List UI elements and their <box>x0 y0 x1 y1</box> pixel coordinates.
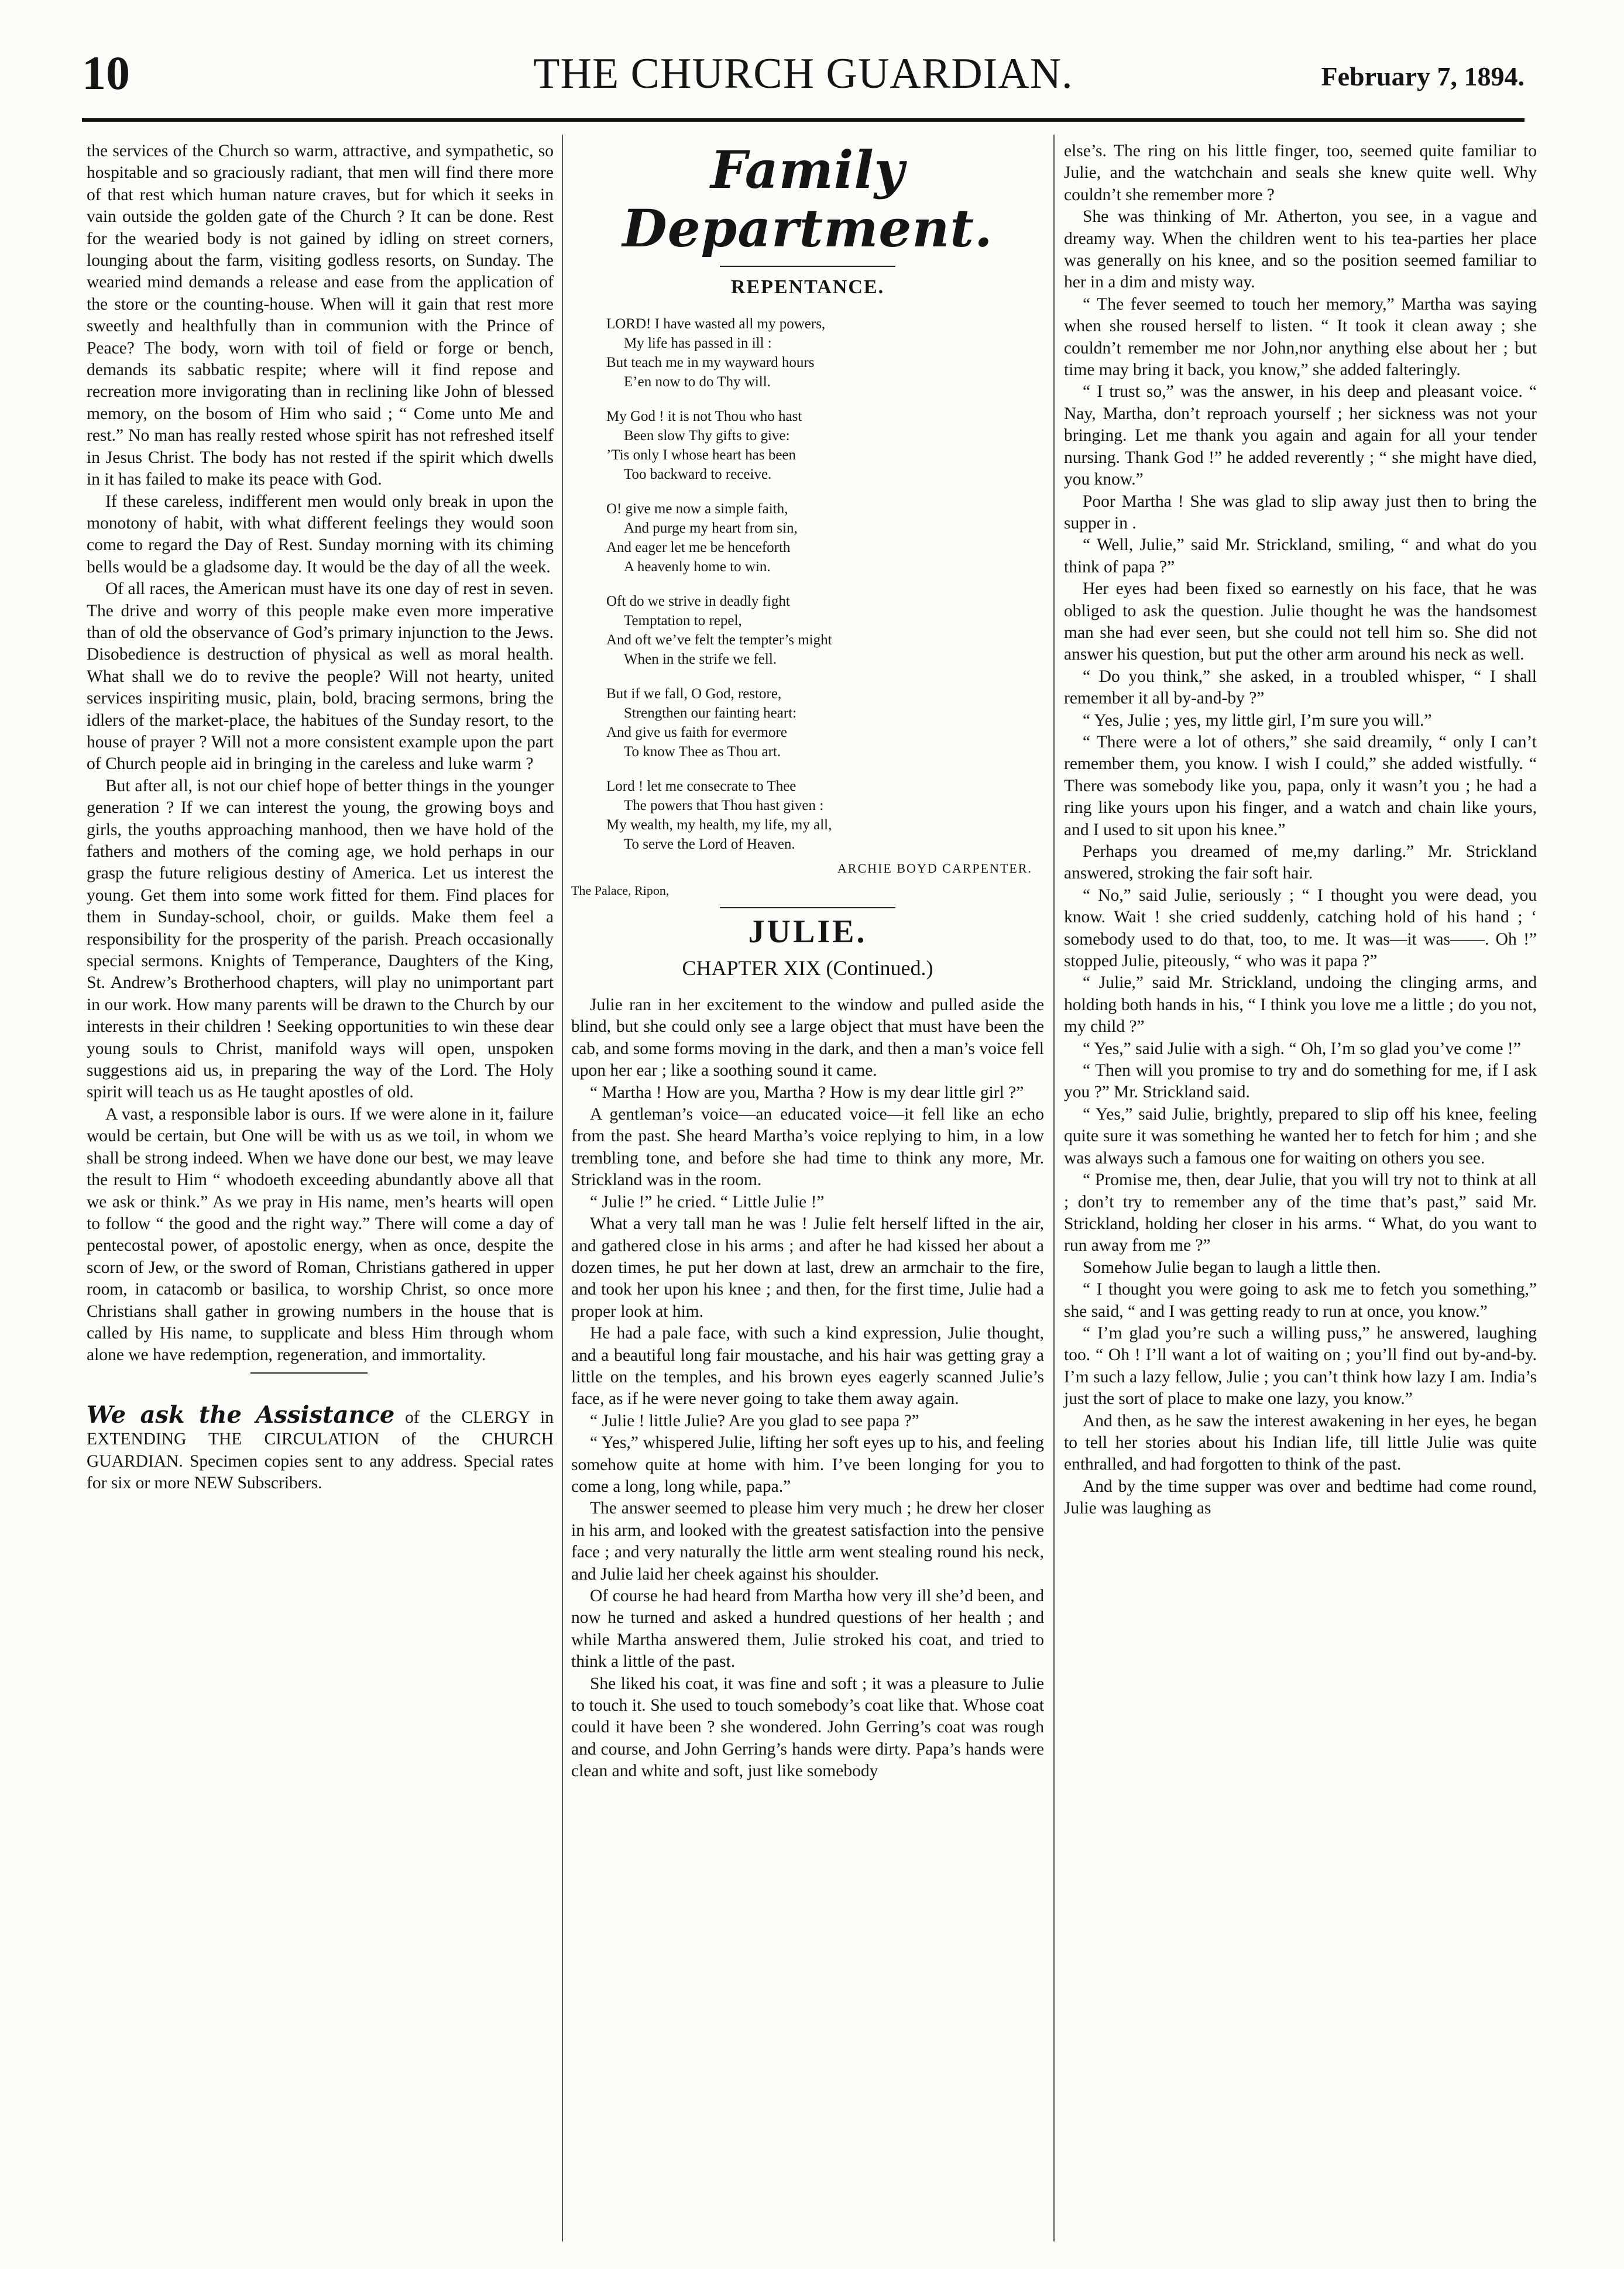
article-paragraph: the services of the Church so warm, attractive, and sympathetic, so hospitable and so graciously radiant, that men will find there more of that rest which human nature craves, but for which it seeks in vain outside the golden gate of the Church ? It can be done. Rest for the wearied body is not gained by idling on street corners, lounging about the farm, visiting godless resorts, on Sunday. The wearied mind demands a release and ease from the application of the store or the counting-house. When will it gain that rest more sweetly and healthfully than in communion with the Prince of Peace? The body, worn with toil of field or forge or bench, demands its sabbatic respite; where will it find repose and recreation more invigorating than in reclining like John of blessed memory, on the bosom of Him who said ; “ Come unto Me and rest.” No man has really rested whose spirit has not refreshed itself in Jesus Christ. The body has not rested if the spirit which dwells in it has failed to make its peace with God. <box>87 142 554 489</box>
poem-line: A heavenly home to win. <box>624 559 771 575</box>
poem-stanza <box>606 777 1044 854</box>
header-rule <box>82 118 1525 122</box>
story-paragraph: A gentleman’s voice—an educated voice—it fell like an echo from the past. She heard Martha’s voice replying to him, in a low trembling tone, and before she had time to think any more, Mr. Strickland was in the room. <box>571 1105 1044 1190</box>
story-paragraph: And by the time supper was over and bedtime had come round, Julie was laughing as <box>1064 1477 1537 1518</box>
poem-line: Been slow Thy gifts to give: <box>624 428 790 444</box>
story-paragraph: “ I’m glad you’re such a willing puss,” he answered, laughing too. “ Oh ! I’ll want a lot of waiting on ; you’ll find out by-and-by. I’m such a lazy fellow, Julie ; you can’t think how lazy I am. India’s just the sort of place to make one lazy, you know.” <box>1064 1323 1537 1409</box>
poem-stanza <box>606 407 1044 484</box>
article-paragraph: Of all races, the American must have its one day of rest in seven. The drive and worry of this people make even more imperative than of old the observance of God’s primary injunction to the Jews. Disobedience is destruction of physical as well as moral health. What shall we do to revive the people? Will not hearty, united services inspiriting music, plain, bold, bracing sermons, bring the idlers of the market-place, the habitues of the Sunday resort, to the house of prayer ? Will not a more consistent example upon the part of Church people aid in bringing in the careless and luke warm ? <box>87 579 554 774</box>
poem-line: Lord ! let me consecrate to Thee <box>606 778 796 795</box>
story-paragraph: “ Yes,” said Julie with a sigh. “ Oh, I’m so glad you’ve come !” <box>1083 1039 1521 1058</box>
poem-line: LORD! I have wasted all my powers, <box>606 316 826 332</box>
poem-line: To know Thee as Thou art. <box>624 744 781 760</box>
story-paragraph: “ I thought you were going to ask me to fetch you something,” she said, “ and I was getting ready to run at once, you know.” <box>1064 1280 1537 1321</box>
story-paragraph: “ Yes,” whispered Julie, lifting her soft eyes up to his, and feeling somehow quite at home with him. I’ve been longing for you to come a long, long while, papa.” <box>571 1433 1044 1496</box>
poem-line: Oft do we strive in deadly fight <box>606 593 790 610</box>
poem-stanza <box>606 499 1044 576</box>
story-paragraph: “ Martha ! How are you, Martha ? How is my dear little girl ?” <box>590 1083 1024 1102</box>
poem-author: ARCHIE BOYD CARPENTER. <box>837 861 1032 876</box>
story-paragraph: “ The fever seemed to touch her memory,” Martha was saying when she roused herself to listen. “ It took it clean away ; she couldn’t remember me nor John,nor anything else about her ; but time may bring it back, you know,” she added falteringly. <box>1064 294 1537 380</box>
story-paragraph: Of course he had heard from Martha how very ill she’d been, and now he turned and asked a hundred questions of her health ; and while Martha answered them, Julie stroked his coat, and tried to think a little of the past. <box>571 1587 1044 1671</box>
poem-stanza <box>606 592 1044 669</box>
article-paragraph: A vast, a responsible labor is ours. If we were alone in it, failure would be certain, but One will be with us as we toil, in whom we shall be strong indeed. When we have done our best, we may leave the result to Him “ whodoeth exceeding abundantly above all that we ask or think.” As we pray in His name, men’s hearts will open to follow “ the good and the right way.” There will come a day of pentecostal power, of apostolic energy, when as once, despite the scorn of Jew, or the sword of Roman, Christians gathered in upper room, in catacomb or basilica, to worship Christ, so once more Christians shall gather in growing numbers in the house that is called by His name, to supplicate and bless Him through whom alone we have redemption, regeneration, and immortality. <box>87 1104 554 1365</box>
poem-line: But if we fall, O God, restore, <box>606 686 782 702</box>
story-paragraph: He had a pale face, with such a kind expression, Julie thought, and a beautiful long fair moustache, and his hair was getting gray a little on the temples, and his brown eyes eagerly scanned Julie’s face, as if he were never going to take them away again. <box>571 1324 1044 1409</box>
poem <box>606 314 1044 854</box>
story-paragraph: “ Then will you promise to try and do something for me, if I ask you ?” Mr. Strickland said. <box>1064 1061 1537 1102</box>
story-paragraph: And then, as he saw the interest awakening in her eyes, he began to tell her stories about his Indian life, till little Julie was quite enthralled, and had forgotten to think of the past. <box>1064 1411 1537 1474</box>
section-rule <box>250 1372 368 1374</box>
poem-line: Strengthen our fainting heart: <box>624 705 797 722</box>
poem-line: My life has passed in ill : <box>624 335 772 352</box>
notice-text: of the CLERGY in EXTENDING THE CIRCULATION of the CHURCH GUARDIAN. Specimen copies sent to any address. Special rates for six or more NEW Subscribers. <box>87 1408 554 1492</box>
page-header <box>82 41 1525 117</box>
story-paragraph: “ Julie ! little Julie? Are you glad to see papa ?” <box>590 1411 919 1430</box>
section-rule <box>720 907 895 908</box>
column-divider-1 <box>562 135 563 2241</box>
poem-stanza <box>606 314 1044 392</box>
column-3 <box>1064 140 1537 1520</box>
section-rule <box>720 266 895 267</box>
story-paragraph: Somehow Julie began to laugh a little then. <box>1083 1258 1381 1277</box>
poem-line: My God ! it is not Thou who hast <box>606 409 802 425</box>
story-paragraph: “ There were a lot of others,” she said dreamily, “ only I can’t remember them, you know. I wish I could,” she added wistfully. “ There was somebody like you, papa, only it wasn’t you ; he had a ring like yours upon his finger, and a watch and chain like yours, and I used to sit upon his knee.” <box>1064 732 1537 839</box>
story-paragraph: “ Do you think,” she asked, in a troubled whisper, “ I shall remember it all by-and-by ?” <box>1064 667 1537 708</box>
story-paragraph: “ I trust so,” was the answer, in his deep and pleasant voice. “ Nay, Martha, don’t reproach yourself ; her sickness was not your bringing. Let me thank you again and again for all your tender nursing. Thank God !” he added reverently ; “ she might have died, you know.” <box>1064 382 1537 489</box>
poem-line: Too backward to receive. <box>624 466 772 483</box>
chapter-heading: CHAPTER XIX (Continued.) <box>682 956 933 980</box>
column-2 <box>571 140 1044 1783</box>
story-title: JULIE. <box>748 914 867 950</box>
story-paragraph: Her eyes had been fixed so earnestly on his face, that he was obliged to ask the question. Julie thought he was the handsomest man she had ever seen, but she could not tell him so. She did not answer his question, but put the other arm around his neck as well. <box>1064 579 1537 664</box>
department-title: Family Department. <box>622 139 993 259</box>
poem-line: And eager let me be henceforth <box>606 540 791 556</box>
article-paragraph: But after all, is not our chief hope of better things in the younger generation ? If we can interest the young, the growing boys and girls, the youths approaching manhood, then we have hold of the fathers and mothers of the coming age, we hold perhaps in our grasp the future religious destiny of America. Let us interest the young. Get them into some work fitted for them. Find places for them in Sunday-school, choir, or guilds. Make them feel a responsibility for the prosperity of the parish. Preach occasionally special sermons. Knights of Temperance, Daughters of the King, St. Andrew’s Brotherhood chapters, will play no unimportant part in our work. How many parents will be drawn to the Church by our interests in their children ! Seeking opportunities to win these dear young souls to Christ, manifold ways will open, unspoken suggestions aid us, in preparing the way of the Lord. The Holy spirit will teach us as He taught apostles of old. <box>87 776 554 1102</box>
story-paragraph: “ Julie,” said Mr. Strickland, undoing the clinging arms, and holding both hands in his, “ I think you love me a little ; do you not, my child ?” <box>1064 973 1537 1036</box>
issue-date: February 7, 1894. <box>1321 61 1525 91</box>
page-number: 10 <box>82 46 130 99</box>
poem-line: Temptation to repel, <box>624 613 742 629</box>
poem-place: The Palace, Ripon, <box>571 883 669 898</box>
poem-line: The powers that Thou hast given : <box>624 798 824 814</box>
story-paragraph: She liked his coat, it was fine and soft ; it was a pleasure to Julie to touch it. She used to touch somebody’s coat like that. Whose coat could it have been ? she wondered. John Gerring’s coat was rough and course, and John Gerring’s hands were dirty. Papa’s hands were clean and white and soft, just like somebody <box>571 1674 1044 1781</box>
story-paragraph: “ Promise me, then, dear Julie, that you will try not to think at all ; don’t try to remember any of the time that’s past,” said Mr. Strickland, holding her closer in his arms. “ What, do you want to run away from me ?” <box>1064 1170 1537 1255</box>
poem-title: REPENTANCE. <box>730 276 885 298</box>
story-paragraph: Poor Martha ! She was glad to slip away just then to bring the supper in . <box>1064 492 1537 533</box>
subscription-notice <box>87 1400 554 1495</box>
story-paragraph: “ Yes, Julie ; yes, my little girl, I’m sure you will.” <box>1083 710 1432 730</box>
poem-line: ’Tis only I whose heart has been <box>606 447 796 464</box>
poem-line: And oft we’ve felt the tempter’s might <box>606 632 832 648</box>
story-paragraph: Julie ran in her excitement to the window and pulled aside the blind, but she could only see a large object that must have been the cab, and some forms moving in the dark, and then a man’s voice fell upon her ear ; like a soothing sound it came. <box>571 996 1044 1080</box>
article-paragraph: If these careless, indifferent men would only break in upon the monotony of habit, with what different feelings they would soon come to regard the Day of Rest. Sunday morning with its chiming bells would be a gladsome day. It would be the day of all the week. <box>87 492 554 576</box>
story-paragraph: The answer seemed to please him very much ; he drew her closer in his arm, and looked with the greatest satisfaction into the pensive face ; and very naturally the little arm went stealing round his neck, and Julie laid her cheek against his shoulder. <box>571 1499 1044 1584</box>
story-paragraph: “ Yes,” said Julie, brightly, prepared to slip off his knee, feeling quite sure it was something he wanted her to fetch for him ; and she was always such a famous one for waiting on others you see. <box>1064 1104 1537 1168</box>
poem-line: But teach me in my wayward hours <box>606 355 815 371</box>
story-paragraph: “ Julie !” he cried. “ Little Julie !” <box>590 1192 825 1211</box>
poem-line: When in the strife we fell. <box>624 651 777 668</box>
story-paragraph: What a very tall man he was ! Julie felt herself lifted in the air, and gathered close in his arms ; and after he had kissed her about a dozen times, he put her down at last, drew an armchair to the fire, and took her upon his knee ; and then, for the first time, Julie had a proper look at him. <box>571 1214 1044 1321</box>
story-paragraph: “ No,” said Julie, seriously ; “ I thought you were dead, you know. Wait ! she cried suddenly, catching hold of his hand ; ‘ somebody used to do that, too, to me. It was—it was——. Oh !” stopped Julie, piteously, “ who was it papa ?” <box>1064 885 1537 971</box>
poem-line: To serve the Lord of Heaven. <box>624 836 795 853</box>
poem-line: And give us faith for evermore <box>606 725 787 741</box>
story-paragraph: She was thinking of Mr. Atherton, you see, in a vague and dreamy way. When the children went to his tea-parties her place was generally on his knee, and so the position seemed familiar to her in a dim and misty way. <box>1064 207 1537 292</box>
poem-stanza <box>606 684 1044 761</box>
masthead-title: THE CHURCH GUARDIAN. <box>533 50 1073 98</box>
column-1 <box>87 140 554 1494</box>
poem-line: E’en now to do Thy will. <box>624 374 771 390</box>
story-paragraph: “ Well, Julie,” said Mr. Strickland, smiling, “ and what do you think of papa ?” <box>1064 536 1537 576</box>
story-paragraph: else’s. The ring on his little finger, too, seemed quite familiar to Julie, and the watchchain and seals she knew quite well. Why couldn’t she remember more ? <box>1064 142 1537 204</box>
story-paragraph: Perhaps you dreamed of me,my darling.” Mr. Strickland answered, stroking the fair soft hair. <box>1064 842 1537 883</box>
column-divider-2 <box>1053 135 1055 2241</box>
notice-lead: We ask the Assistance <box>87 1400 395 1429</box>
poem-line: O! give me now a simple faith, <box>606 501 788 517</box>
poem-line: My wealth, my health, my life, my all, <box>606 817 832 833</box>
poem-line: And purge my heart from sin, <box>624 520 798 537</box>
